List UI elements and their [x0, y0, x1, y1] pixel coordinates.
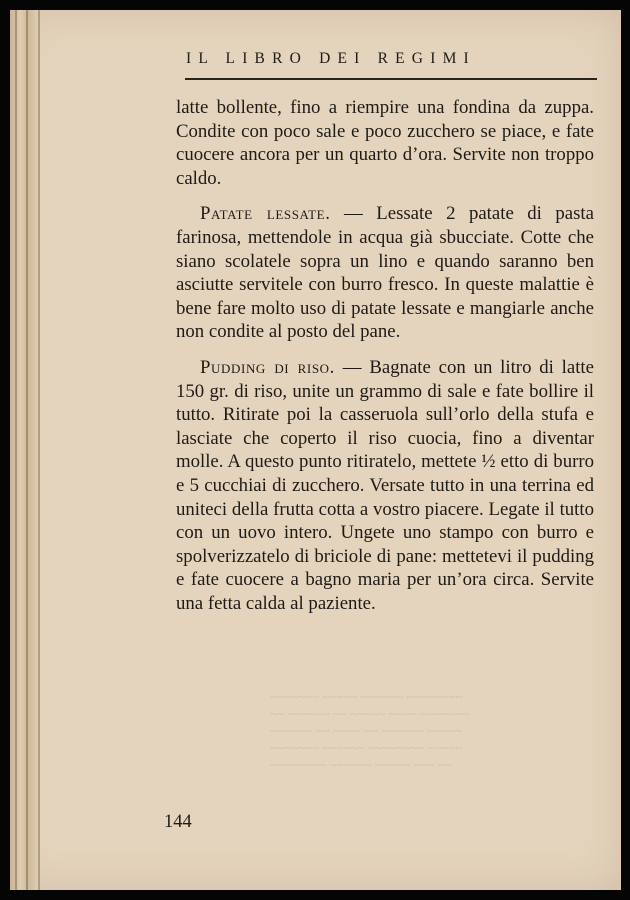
header-rule [185, 78, 597, 80]
paragraph-text: latte bollente, fino a riempire una fondina da zuppa. Condite con poco sale e poco zucchero se piace, e fate cuocere ancora per un quarto d’ora. Servite non troppo caldo. [176, 97, 594, 189]
recipe-text: — Bagnate con un litro di latte 150 gr. di riso, unite un grammo di sale e fate bollire il tutto. Ritirate poi la casseruola sull’orlo della stufa e lasciate che coperto il riso cuocia, fino a diventar molle. A questo punto ritiratelo, mettete ½ etto di burro e 5 cucchiai di zucchero. Versate tutto in una terrina ed uniteci della frutta cotta a vostro piacere. Legate il tutto con un uovo intero. Ungete uno stampo con burro e spolverizzatelo di briciole di pane: mettetevi il pudding e fate cuocere a bagno maria per un’ora circa. Servite una fetta calda al paziente. [176, 356, 594, 614]
running-header: IL LIBRO DEI REGIMI [186, 50, 476, 67]
recipe-patate-lessate [176, 202, 594, 344]
body-text [176, 96, 594, 615]
recipe-text: — Lessate 2 patate di pasta farinosa, mettendole in acqua già sbucciate. Cotte che siano scolatele sopra un lino e quando saranno ben asciutte servitele con burro fresco. In queste malattie è bene fare molto uso di patate lessate e mangiarle anche non condite al posto del pane. [176, 203, 594, 343]
spine-crease [15, 10, 17, 890]
recipe-title: Patate lessate. [200, 203, 331, 225]
spine-crease [38, 10, 40, 890]
show-through-text: ~~~~~~~ ~~~~~ ~~~~~~ ~~~~~~~~ ~~ ~~~~~~ ~~ ~~~~~ ~~~~ ~~~~~~~ ~~~~~~ ~~ ~~~~ ~~ ~~~~~~ ~~~~~ ~~~~~~~ ~~~~~~ ~~~~~~~~ ~~~~~ ~~~~~~~~ ~~~~~~ ~~~~~ ~~~ ~~ [270, 689, 470, 772]
spine-crease [26, 10, 28, 890]
recipe-pudding-di-riso [176, 356, 594, 616]
recipe-title: Pudding di riso. [200, 356, 335, 378]
paragraph-continuation [176, 96, 594, 190]
page-number: 144 [164, 812, 192, 832]
